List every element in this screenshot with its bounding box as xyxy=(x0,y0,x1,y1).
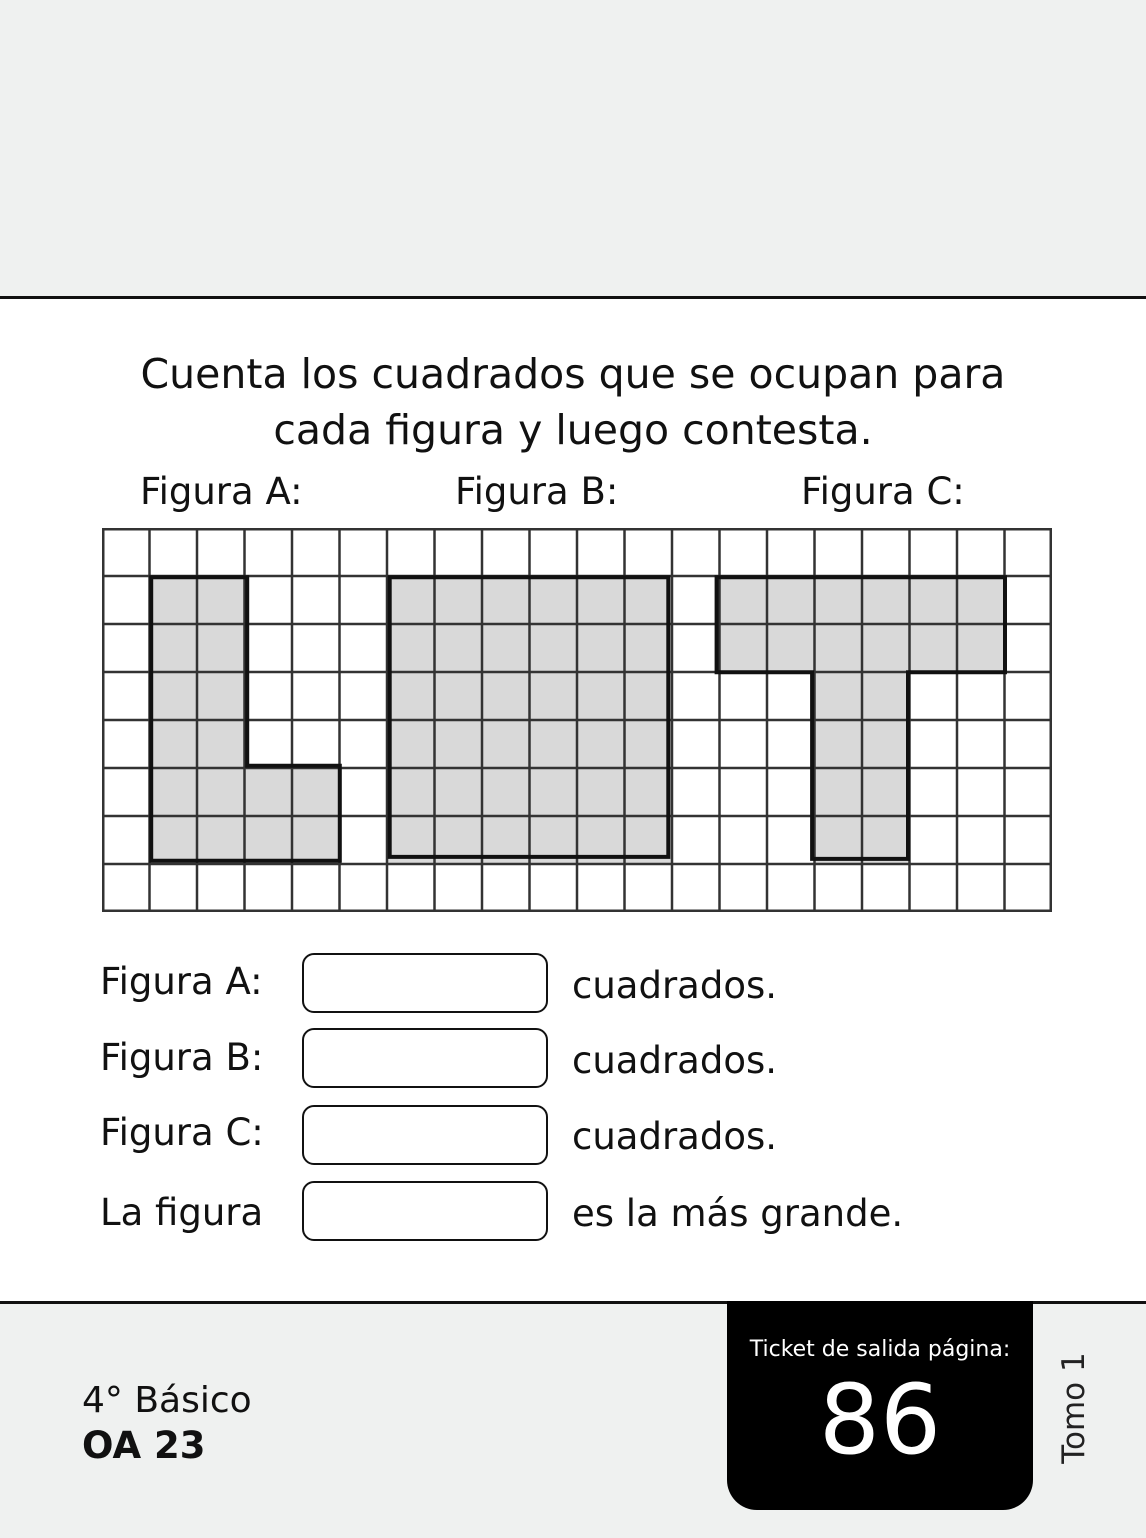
figure-c-label: Figura C: xyxy=(801,470,965,513)
largest-figure-label: La figura xyxy=(100,1191,264,1234)
figura-c-cell xyxy=(862,672,910,720)
figura-c-cell xyxy=(815,672,863,720)
figura-c-cell xyxy=(767,576,815,624)
answer-a-box[interactable] xyxy=(302,953,548,1013)
figura-c-cell xyxy=(815,720,863,768)
answer-b-suffix: cuadrados. xyxy=(572,1039,777,1082)
figura-c-cell xyxy=(720,624,768,672)
figura-a-cell xyxy=(150,816,198,864)
figura-a-cell xyxy=(150,576,198,624)
figura-a-cell xyxy=(150,672,198,720)
instruction-line-2: cada figura y luego contesta. xyxy=(273,406,873,454)
instruction-line-1: Cuenta los cuadrados que se ocupan para xyxy=(140,350,1006,398)
figura-a-cell xyxy=(197,816,245,864)
figura-a-cell xyxy=(245,816,293,864)
figura-a-cell xyxy=(245,768,293,816)
figura-c-cell xyxy=(957,624,1005,672)
figura-a-cell xyxy=(197,576,245,624)
figura-c-cell xyxy=(815,768,863,816)
figura-c-cell xyxy=(862,816,910,864)
figura-c-cell xyxy=(862,720,910,768)
figure-a-label: Figura A: xyxy=(140,470,303,513)
figura-a-cell xyxy=(150,768,198,816)
figura-a-cell xyxy=(150,720,198,768)
figura-a-cell xyxy=(197,624,245,672)
tomo-label: Tomo 1 xyxy=(1056,1352,1092,1464)
figura-a-cell xyxy=(292,768,340,816)
instruction-text xyxy=(60,346,1086,458)
figura-c-cell xyxy=(815,576,863,624)
figura-c-cell xyxy=(720,576,768,624)
figura-c-cell xyxy=(862,576,910,624)
grade-label: 4° Básico xyxy=(82,1380,252,1421)
answer-c-box[interactable] xyxy=(302,1105,548,1165)
figura-a-cell xyxy=(197,672,245,720)
ticket-page-number: 86 xyxy=(818,1364,942,1476)
largest-figure-suffix: es la más grande. xyxy=(572,1192,904,1235)
figura-c-cell xyxy=(957,576,1005,624)
figura-c-cell xyxy=(815,816,863,864)
largest-figure-box[interactable] xyxy=(302,1181,548,1241)
answer-b-box[interactable] xyxy=(302,1028,548,1088)
answer-c-label: Figura C: xyxy=(100,1111,264,1154)
square-grid xyxy=(102,528,1052,912)
figura-a-cell xyxy=(197,768,245,816)
answer-b-label: Figura B: xyxy=(100,1036,264,1079)
figura-a-cell xyxy=(150,624,198,672)
exit-ticket-badge xyxy=(727,1301,1033,1510)
answer-a-suffix: cuadrados. xyxy=(572,964,777,1007)
figure-b-label: Figura B: xyxy=(455,470,619,513)
ticket-label: Ticket de salida página: xyxy=(749,1337,1011,1362)
figura-c-cell xyxy=(767,624,815,672)
answer-a-label: Figura A: xyxy=(100,960,263,1003)
figura-c-cell xyxy=(815,624,863,672)
figura-a-cell xyxy=(197,720,245,768)
figura-c-cell xyxy=(910,576,958,624)
figura-a-cell xyxy=(292,816,340,864)
answer-c-suffix: cuadrados. xyxy=(572,1115,777,1158)
figura-c-cell xyxy=(910,624,958,672)
figura-c-cell xyxy=(862,768,910,816)
figura-c-cell xyxy=(862,624,910,672)
oa-label: OA 23 xyxy=(82,1424,206,1467)
header-band xyxy=(0,0,1146,299)
